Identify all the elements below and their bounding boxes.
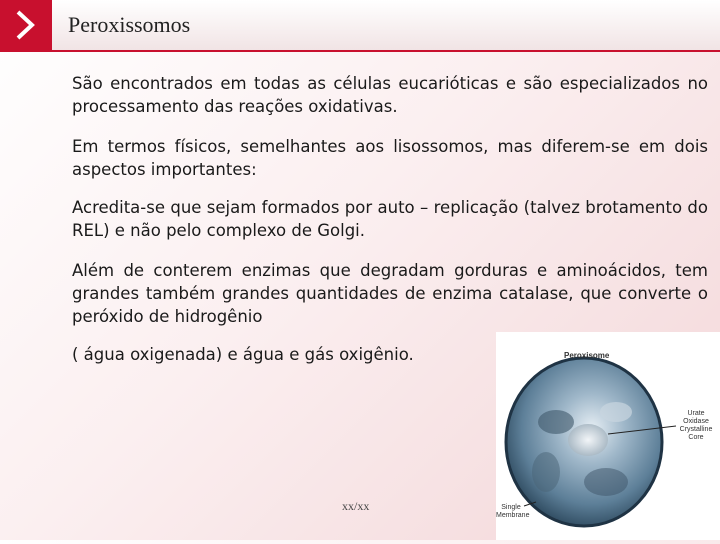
paragraph-formation: Acredita-se que sejam formados por auto – replicação (talvez brotamento do REL) e não pelo complexo de Golgi. bbox=[72, 198, 708, 240]
paragraph-physical-terms: Em termos físicos, semelhantes aos lisossomos, mas diferem-se em dois aspectos importantes: bbox=[72, 137, 708, 179]
figure-title: Peroxisome bbox=[564, 351, 610, 360]
title-bar bbox=[0, 0, 720, 50]
page-title: Peroxissomos bbox=[68, 12, 191, 37]
paragraph-enzymes: Além de conterem enzimas que degradam gorduras e aminoácidos, tem grandes também grandes quantidades de enzima catalase, que converte o peróxido de hidrogênio bbox=[72, 261, 708, 326]
paragraph-occurrence: São encontrados em todas as células eucarióticas e são especializados no processamento das reações oxidativas. bbox=[72, 74, 708, 116]
title-marker bbox=[0, 0, 52, 50]
peroxisome-figure bbox=[496, 332, 720, 540]
title-divider bbox=[0, 50, 720, 52]
paragraph-products: ( água oxigenada) e água e gás oxigênio. bbox=[72, 345, 414, 364]
page-number: xx/xx bbox=[342, 499, 370, 513]
chevron-right-icon bbox=[14, 9, 38, 41]
core-label: Urate Oxidase Crystalline Core bbox=[679, 410, 713, 441]
membrane-label: Single Membrane bbox=[496, 504, 530, 519]
